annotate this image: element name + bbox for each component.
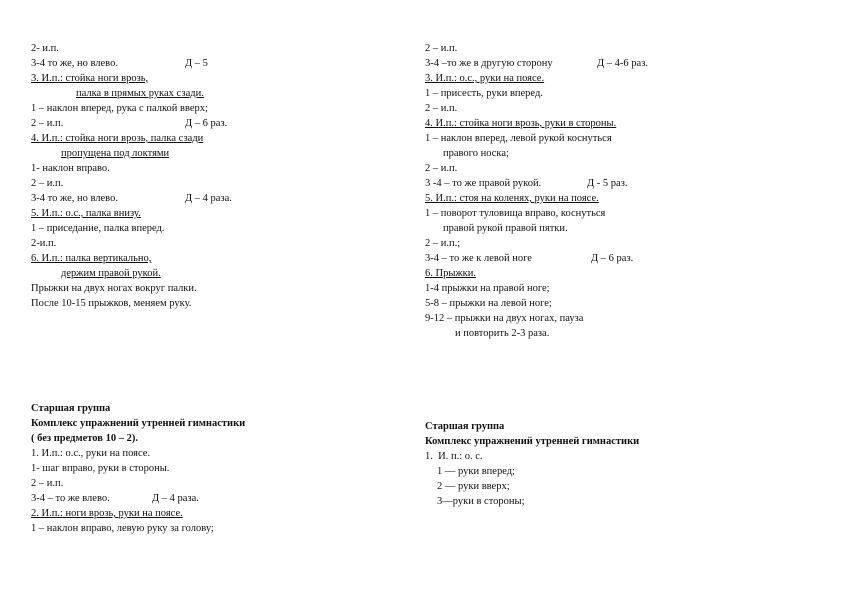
text-line	[31, 491, 421, 506]
complex-title: Комплекс упражнений утренней гимнастики	[31, 418, 246, 429]
text-line: 2 – и.п.	[425, 43, 458, 54]
text-line: 1-4 прыжки на правой ноге;	[425, 283, 550, 294]
text-line: 1. И. п.: о. с.	[425, 451, 483, 462]
exercise-step: 3-4 то же, но влево.	[31, 193, 118, 204]
exercise-step: 3-4 – то же к левой ноге	[425, 253, 532, 264]
text-line: 2 – и.п.	[31, 478, 64, 489]
text-line: 9-12 – прыжки на двух ногах, пауза	[425, 313, 584, 324]
left-column	[31, 41, 421, 536]
dosage: Д – 6 раз.	[591, 253, 634, 264]
dosage: Д – 6 раз.	[185, 118, 228, 129]
text-line: 1 – наклон вперед, левой рукой коснуться	[425, 133, 612, 144]
text-line	[425, 251, 815, 266]
exercise-heading: 6. Прыжки.	[425, 268, 476, 279]
text-line-cont: правой рукой правой пятки.	[443, 223, 568, 234]
text-line: 2 – и.п.	[425, 163, 458, 174]
text-line: 1- шаг вправо, руки в стороны.	[31, 463, 170, 474]
text-line	[31, 116, 421, 131]
text-line: 1 – присесть, руки вперед.	[425, 88, 543, 99]
exercise-step: 3-4 – то же влево.	[31, 493, 110, 504]
exercise-step: 2 – и.п.	[31, 118, 64, 129]
exercise-heading: 3. И.п.: о.с., руки на поясе.	[425, 73, 545, 84]
text-line: 2- и.п.	[31, 43, 59, 54]
text-line: 2-и.п.	[31, 238, 57, 249]
exercise-heading: 5. И.п.: о.с., палка внизу.	[31, 208, 141, 219]
complex-title: Комплекс упражнений утренней гимнастики	[425, 436, 640, 447]
exercise-heading: 4. И.п.: стойка ноги врозь, палка сзади	[31, 133, 204, 144]
text-line: 2 – и.п.	[425, 103, 458, 114]
exercise-step: 3-4 –то же в другую сторону	[425, 58, 553, 69]
text-line	[31, 191, 421, 206]
exercise-heading: 6. И.п.: палка вертикально,	[31, 253, 152, 264]
exercise-heading: 5. И.п.: стоя на коленях, руки на поясе.	[425, 193, 599, 204]
dosage: Д – 4-6 раз.	[597, 58, 648, 69]
text-line: 1 – наклон вправо, левую руку за голову;	[31, 523, 214, 534]
dosage: Д – 4 раза.	[185, 193, 232, 204]
exercise-heading: 3. И.п.: стойка ноги врозь,	[31, 73, 149, 84]
text-line-cont: 2 — руки вверх;	[437, 481, 510, 492]
complex-subtitle: ( без предметов 10 – 2).	[31, 433, 138, 444]
text-line: 1 – приседание, палка вперед.	[31, 223, 165, 234]
exercise-heading-cont: держим правой рукой.	[61, 268, 161, 279]
text-line	[425, 176, 815, 191]
right-column	[425, 41, 815, 509]
text-line-cont: правого носка;	[443, 148, 509, 159]
text-line: 5-8 – прыжки на левой ноге;	[425, 298, 552, 309]
text-line: 1 – наклон вперед, рука с палкой вверх;	[31, 103, 208, 114]
exercise-heading-cont: пропущена под локтями	[61, 148, 170, 159]
text-line: 2 – и.п.	[31, 178, 64, 189]
group-title: Старшая группа	[425, 421, 505, 432]
text-line-cont: 1 — руки вперед;	[437, 466, 515, 477]
text-line	[425, 56, 815, 71]
exercise-heading: 2. И.п.: ноги врозь, руки на поясе.	[31, 508, 183, 519]
exercise-step: 3 -4 – то же правой рукой.	[425, 178, 542, 189]
dosage: Д - 5 раз.	[587, 178, 628, 189]
dosage: Д – 5	[185, 58, 208, 69]
exercise-heading: 4. И.п.: стойка ноги врозь, руки в стороны.	[425, 118, 617, 129]
text-line: 2 – и.п.;	[425, 238, 461, 249]
text-line: 1. И.п.: о.с., руки на поясе.	[31, 448, 151, 459]
text-line: 1 – поворот туловища вправо, коснуться	[425, 208, 606, 219]
text-line: После 10-15 прыжков, меняем руку.	[31, 298, 192, 309]
dosage: Д – 4 раза.	[152, 493, 199, 504]
text-line-cont: 3—руки в стороны;	[437, 496, 525, 507]
text-line: 1- наклон вправо.	[31, 163, 110, 174]
text-line	[31, 56, 421, 71]
group-title: Старшая группа	[31, 403, 111, 414]
exercise-step: 3-4 то же, но влево.	[31, 58, 118, 69]
exercise-heading-cont: палка в прямых руках сзади.	[76, 88, 204, 99]
text-line-cont: и повторить 2-3 раза.	[455, 328, 550, 339]
text-line: Прыжки на двух ногах вокруг палки.	[31, 283, 197, 294]
